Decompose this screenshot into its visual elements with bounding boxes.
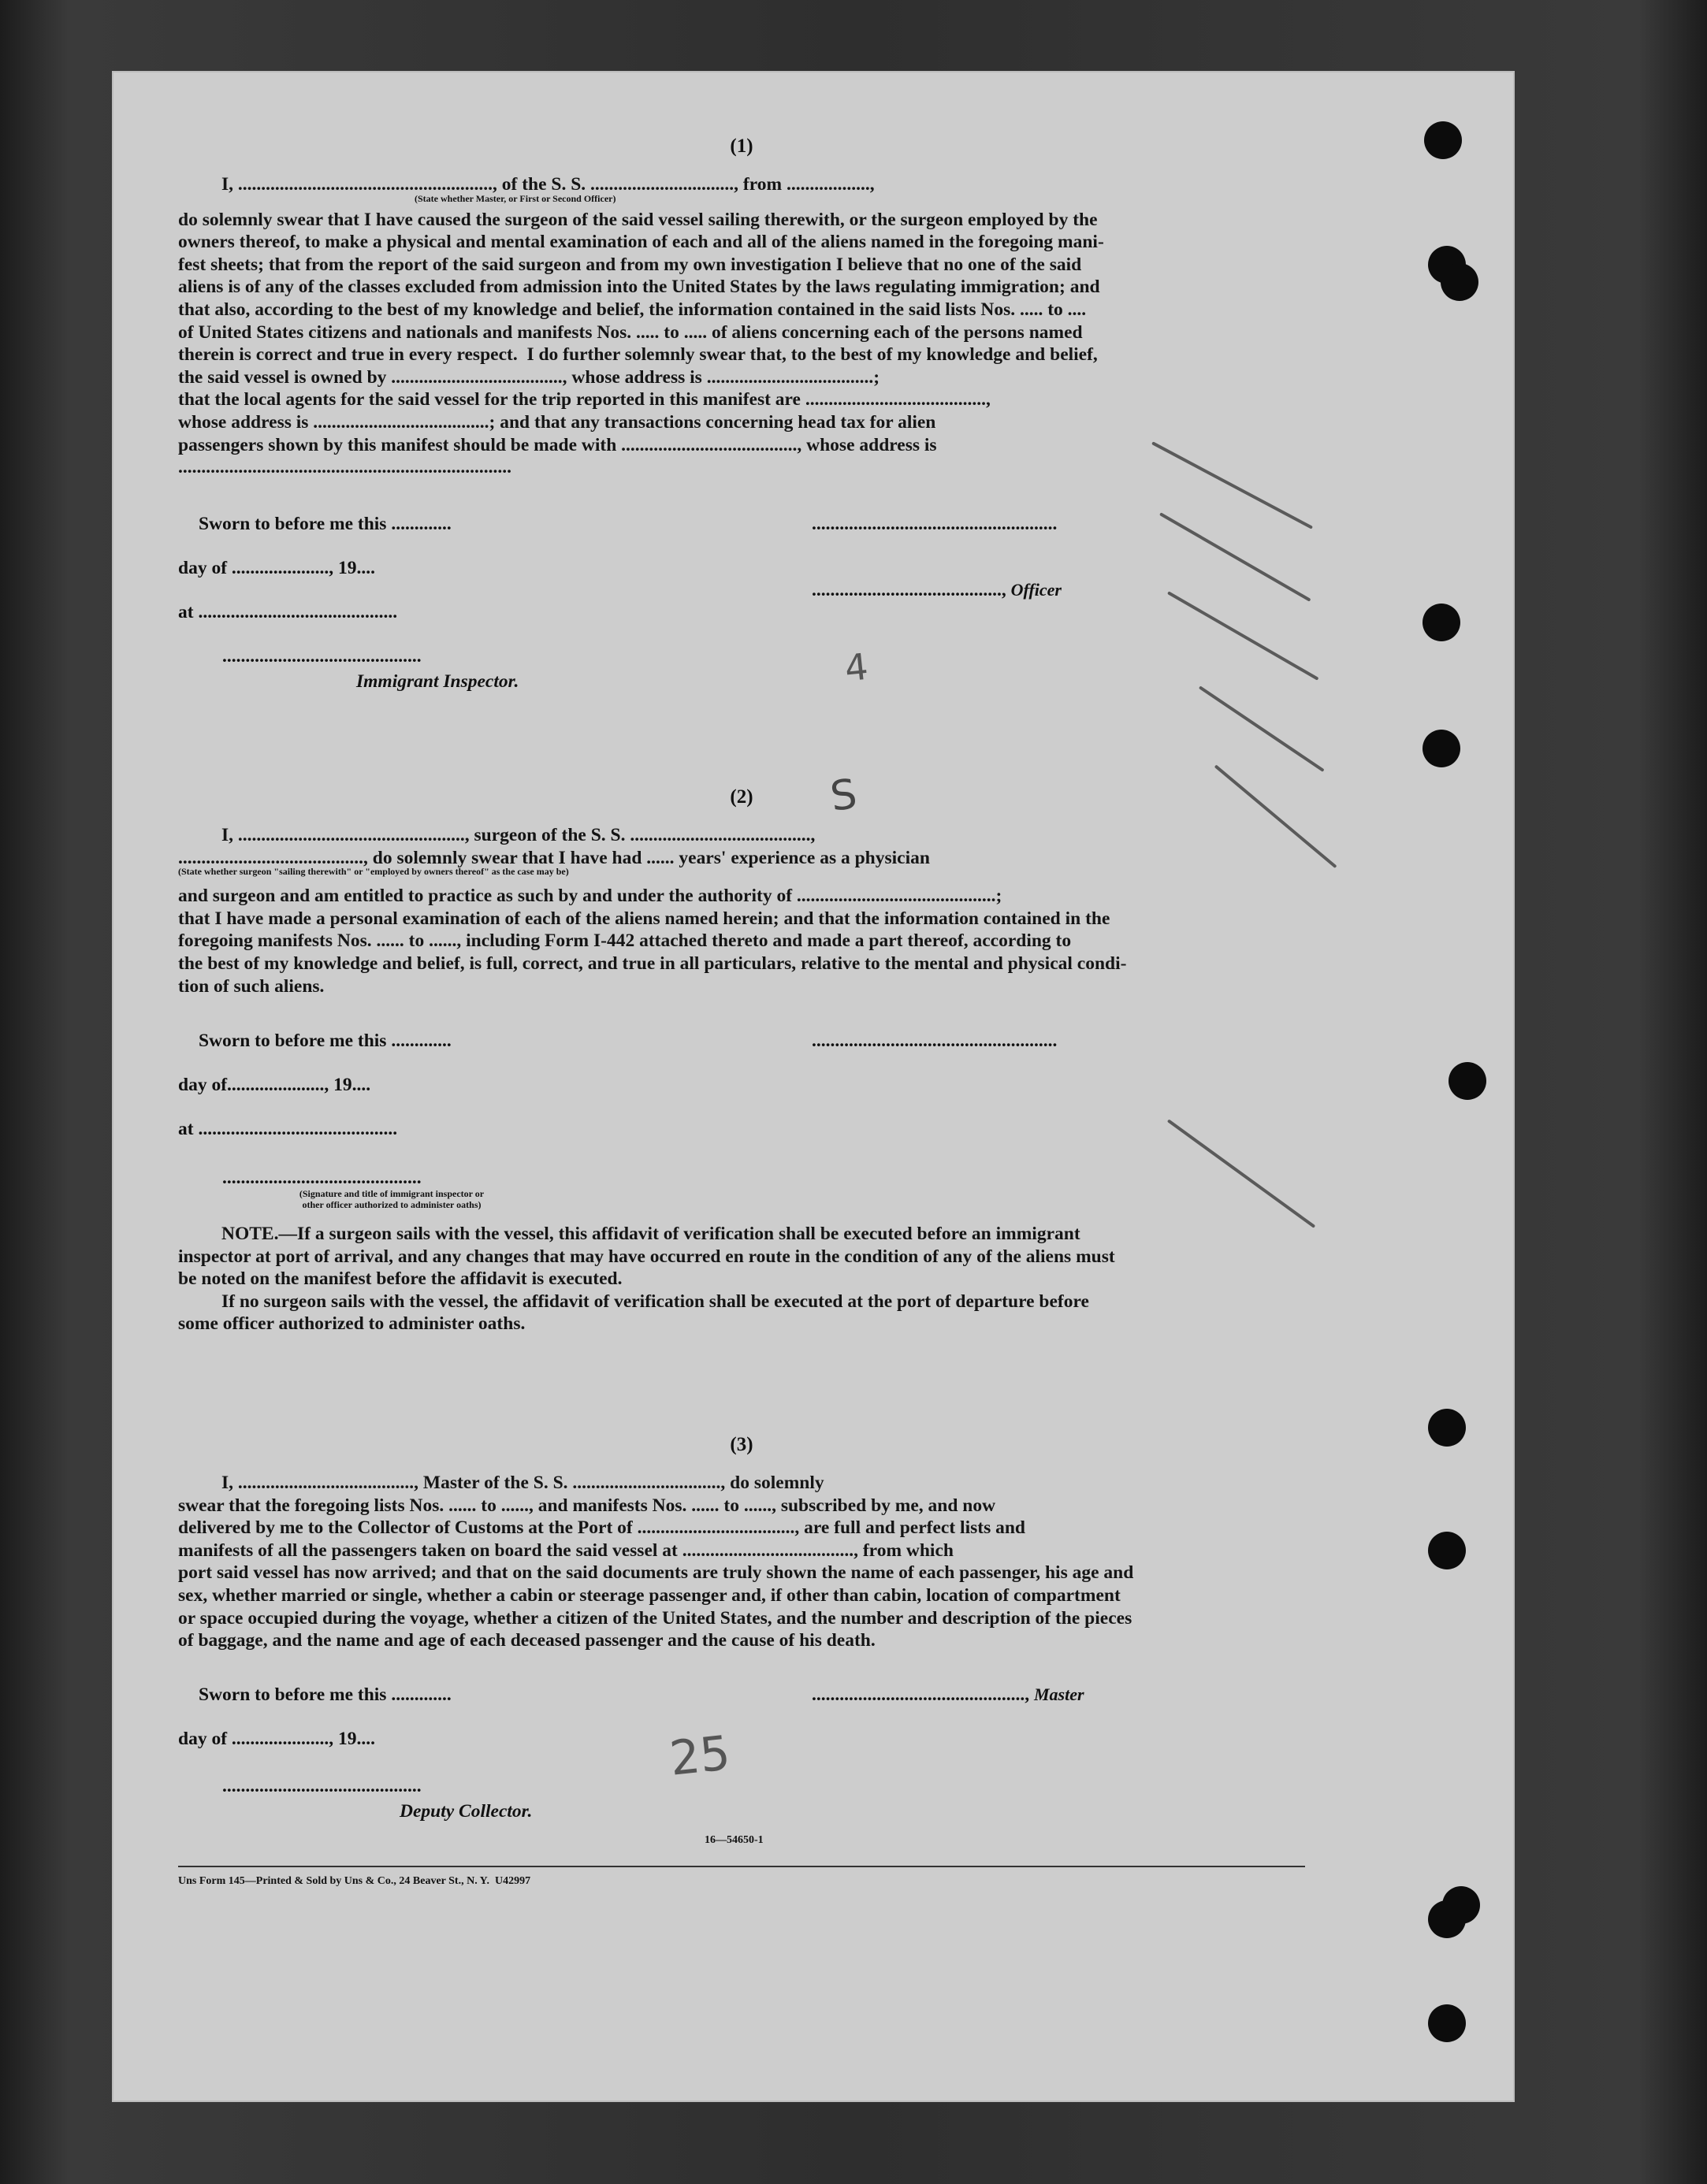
inspector-caption xyxy=(242,1188,541,1210)
sworn-line: Sworn to before me this ............. xyxy=(199,1031,452,1051)
collector-label: Deputy Collector. xyxy=(400,1801,533,1822)
manifest-affidavit-page xyxy=(112,71,1515,2102)
printer-line: Uns Form 145—Printed & Sold by Uns & Co., 24 Beaver St., N. Y. U42997 xyxy=(178,1875,531,1887)
master-line: delivered by me to the Collector of Customs at the Port of .................................., are full and perfect lists and xyxy=(178,1517,1025,1539)
caption-line: other officer authorized to administer oaths) xyxy=(302,1199,482,1210)
form-code: 16—54650-1 xyxy=(705,1834,764,1846)
binder-hole xyxy=(1428,2004,1466,2042)
handwritten-mark: 25 xyxy=(667,1725,733,1787)
section-number: (3) xyxy=(730,1434,753,1455)
oath-line: do solemnly swear that I have caused the surgeon of the said vessel sailing therewith, or the surgeon employed by the xyxy=(178,209,1098,230)
section-number: (2) xyxy=(730,786,753,808)
oath-line: of United States citizens and nationals and manifests Nos. ..... to ..... of aliens concerning each of the persons named xyxy=(178,321,1083,343)
sub-caption: (State whether Master, or First or Second Officer) xyxy=(415,192,616,204)
day-of-line: day of ....................., 19.... xyxy=(178,1729,376,1749)
oath-line: fest sheets; that from the report of the said surgeon and from my own investigation I believe that no one of the said xyxy=(178,254,1082,275)
signature-line: ..................................................... xyxy=(812,1031,1058,1051)
master-line: swear that the foregoing lists Nos. ...... to ......, and manifests Nos. ...... to ......, subscribed by me, and now xyxy=(178,1495,996,1516)
collector-line: ........................................... xyxy=(222,1776,422,1796)
inspector-line: ........................................... xyxy=(222,1168,422,1188)
master-line: I, ......................................, Master of the S. S. ................................, do solemnly xyxy=(221,1473,824,1493)
inspector-line: ........................................... xyxy=(222,646,422,667)
section-number: (1) xyxy=(730,136,753,157)
at-line: at ........................................... xyxy=(178,1119,398,1139)
binder-hole xyxy=(1441,263,1478,301)
oath-paragraph xyxy=(178,209,1305,479)
sworn-line: Sworn to before me this ............. xyxy=(199,1684,452,1705)
note-paragraph xyxy=(178,1223,1305,1335)
master-dots: .............................................., xyxy=(812,1684,1034,1705)
officer-signature-line xyxy=(812,580,1062,601)
binder-hole xyxy=(1424,121,1462,159)
signature-line: ..................................................... xyxy=(812,514,1058,534)
surgeon-line: that I have made a personal examination of each of the aliens named herein; and that the information contained in the xyxy=(178,908,1110,929)
oath-line: whose address is ......................................; and that any transactions concerning head tax for alien xyxy=(178,411,936,433)
officer-dots: ........................................., xyxy=(812,580,1011,600)
surgeon-second-line: ........................................, do solemnly swear that I have had ...... years' experience as a physician xyxy=(178,847,930,868)
at-line: at ........................................... xyxy=(178,602,398,622)
pen-stroke xyxy=(1167,591,1319,680)
master-line: of baggage, and the name and age of each deceased passenger and the cause of his death. xyxy=(178,1630,876,1651)
surgeon-line: and surgeon and am entitled to practice as such by and under the authority of ...........................................; xyxy=(178,886,1002,907)
day-of-line: day of ....................., 19.... xyxy=(178,558,376,578)
handwritten-mark: S xyxy=(827,770,861,822)
oath-line: owners thereof, to make a physical and mental examination of each and all of the aliens named in the foregoing mani- xyxy=(178,232,1104,253)
day-of-line: day of....................., 19.... xyxy=(178,1075,371,1095)
sworn-line: Sworn to before me this ............. xyxy=(199,514,452,534)
surgeon-line: foregoing manifests Nos. ...... to ......, including Form I-442 attached thereto and made a part thereof, according to xyxy=(178,930,1072,952)
oath-line: therein is correct and true in every respect. I do further solemnly swear that, to the best of my knowledge and belief, xyxy=(178,344,1098,366)
master-paragraph xyxy=(178,1472,1305,1652)
binder-hole xyxy=(1422,604,1460,641)
binder-hole xyxy=(1442,1886,1480,1924)
note-line: inspector at port of arrival, and any changes that may have occurred en route in the condition of any of the aliens must xyxy=(178,1246,1115,1267)
master-signature-line xyxy=(812,1684,1084,1706)
surgeon-line: tion of such aliens. xyxy=(178,975,325,997)
oath-line: ........................................................................ xyxy=(178,457,511,478)
note-line: be noted on the manifest before the affidavit is executed. xyxy=(178,1268,623,1290)
inspector-label: Immigrant Inspector. xyxy=(356,671,519,692)
note-line: If no surgeon sails with the vessel, the affidavit of verification shall be executed at the port of departure before xyxy=(221,1291,1089,1312)
surgeon-line: the best of my knowledge and belief, is full, correct, and true in all particulars, relative to the mental and physical condi- xyxy=(178,953,1127,974)
sub-caption: (State whether surgeon "sailing therewith" or "employed by owners thereof" as the case may be) xyxy=(178,866,569,878)
master-line: manifests of all the passengers taken on board the said vessel at ....................................., from which xyxy=(178,1540,954,1561)
master-line: or space occupied during the voyage, whether a citizen of the United States, and the number and description of the pieces xyxy=(178,1607,1132,1629)
section-1 xyxy=(178,136,1305,479)
binder-hole xyxy=(1428,1409,1466,1447)
oath-line: that the local agents for the said vessel for the trip reported in this manifest are ......................................., xyxy=(178,389,991,410)
surgeon-paragraph xyxy=(178,885,1305,997)
master-label: Master xyxy=(1034,1684,1084,1704)
section-2 xyxy=(178,786,1305,997)
master-line: port said vessel has now arrived; and that on the said documents are truly shown the name of each passenger, his age and xyxy=(178,1562,1134,1584)
pen-stroke xyxy=(1167,1119,1315,1228)
oath-line: that also, according to the best of my knowledge and belief, the information contained in the said lists Nos. ..... to .... xyxy=(178,299,1087,320)
oath-line: the said vessel is owned by ....................................., whose address is ....................................; xyxy=(178,366,880,388)
surgeon-first-line: I, ................................................., surgeon of the S. S. ......................................., xyxy=(221,825,816,845)
note-line: NOTE.—If a surgeon sails with the vessel, this affidavit of verification shall be executed before an immigrant xyxy=(221,1224,1080,1244)
binder-hole xyxy=(1428,1532,1466,1569)
binder-hole xyxy=(1449,1062,1486,1100)
oath-first-line: I, ......................................................., of the S. S. ..............................., from .................., xyxy=(221,174,875,195)
oath-line: passengers shown by this manifest should be made with ......................................, whose address is xyxy=(178,434,937,455)
master-line: sex, whether married or single, whether a cabin or steerage passenger and, if other than cabin, location of compartment xyxy=(178,1584,1121,1606)
oath-line: aliens is of any of the classes excluded from admission into the United States by the laws regulating immigration; and xyxy=(178,277,1100,298)
handwritten-mark: 4 xyxy=(842,644,871,690)
note-line: some officer authorized to administer oaths. xyxy=(178,1313,526,1335)
binder-hole xyxy=(1422,730,1460,767)
pen-stroke xyxy=(1159,512,1311,601)
officer-label: Officer xyxy=(1010,580,1062,600)
caption-line: (Signature and title of immigrant inspector or xyxy=(299,1188,485,1199)
footer-rule xyxy=(178,1866,1305,1867)
section-3 xyxy=(178,1434,1305,1652)
pen-stroke xyxy=(1199,685,1325,772)
